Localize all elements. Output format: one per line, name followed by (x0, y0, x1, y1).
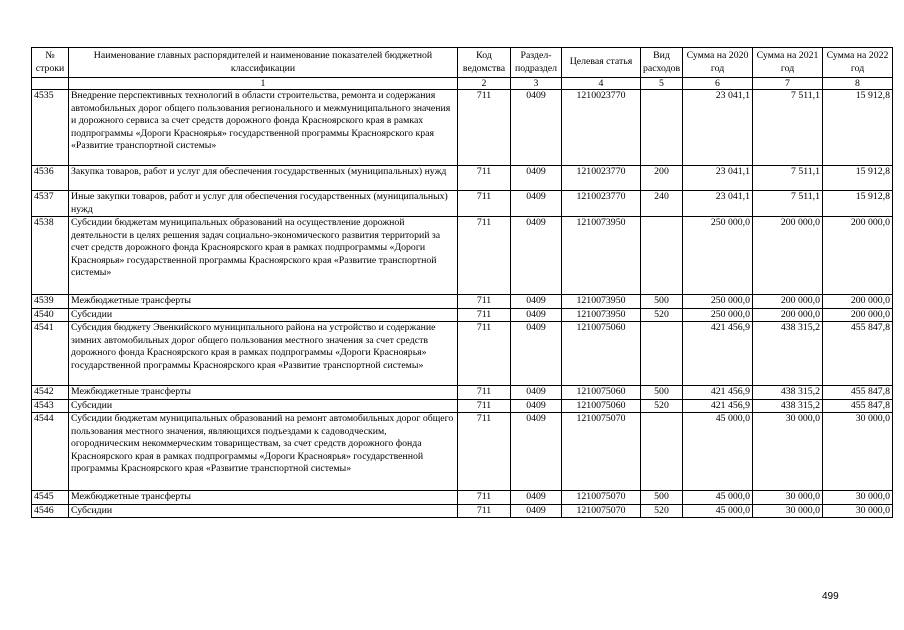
row-target-code: 1210073950 (562, 308, 641, 322)
row-section-code: 0409 (511, 191, 562, 217)
row-dept-code: 711 (458, 191, 511, 217)
row-sum-2021: 438 315,2 (753, 386, 823, 400)
row-sum-2020: 23 041,1 (683, 166, 753, 191)
header-dept: Код ведомства (458, 48, 511, 78)
column-number: 1 (69, 78, 458, 90)
row-sum-2022: 455 847,8 (823, 386, 893, 400)
column-number: 5 (641, 78, 683, 90)
table-row (32, 413, 893, 491)
row-target-code: 1210023770 (562, 191, 641, 217)
row-section-code: 0409 (511, 386, 562, 400)
row-number: 4539 (32, 295, 69, 309)
row-target-code: 1210075070 (562, 504, 641, 518)
table-row (32, 191, 893, 217)
row-target-code: 1210023770 (562, 90, 641, 166)
row-sum-2022: 30 000,0 (823, 413, 893, 491)
row-sum-2022: 15 912,8 (823, 166, 893, 191)
row-name: Иные закупки товаров, работ и услуг для обеспечения государственных (муниципальных) нужд (69, 191, 458, 217)
table-row (32, 90, 893, 166)
row-number: 4538 (32, 217, 69, 295)
row-sum-2020: 421 456,9 (683, 399, 753, 413)
row-dept-code: 711 (458, 491, 511, 505)
table-row (32, 491, 893, 505)
row-number: 4537 (32, 191, 69, 217)
row-sum-2021: 200 000,0 (753, 217, 823, 295)
row-expense-type: 200 (641, 166, 683, 191)
row-expense-type (641, 217, 683, 295)
row-dept-code: 711 (458, 166, 511, 191)
header-exptype: Вид расходов (641, 48, 683, 78)
row-sum-2021: 200 000,0 (753, 295, 823, 309)
row-target-code: 1210075060 (562, 386, 641, 400)
row-number: 4543 (32, 399, 69, 413)
row-dept-code: 711 (458, 413, 511, 491)
row-sum-2021: 438 315,2 (753, 322, 823, 386)
row-expense-type (641, 322, 683, 386)
page-number: 499 (822, 591, 839, 602)
row-name: Межбюджетные трансферты (69, 491, 458, 505)
row-number: 4536 (32, 166, 69, 191)
row-sum-2020: 23 041,1 (683, 191, 753, 217)
row-target-code: 1210075070 (562, 413, 641, 491)
row-dept-code: 711 (458, 386, 511, 400)
table-row (32, 399, 893, 413)
row-section-code: 0409 (511, 413, 562, 491)
row-sum-2021: 7 511,1 (753, 191, 823, 217)
row-expense-type: 500 (641, 295, 683, 309)
column-number (32, 78, 69, 90)
header-target: Целевая статья (562, 48, 641, 78)
row-expense-type: 520 (641, 399, 683, 413)
row-expense-type: 240 (641, 191, 683, 217)
row-number: 4544 (32, 413, 69, 491)
row-sum-2021: 30 000,0 (753, 491, 823, 505)
row-sum-2022: 200 000,0 (823, 308, 893, 322)
row-sum-2020: 250 000,0 (683, 308, 753, 322)
row-sum-2022: 455 847,8 (823, 322, 893, 386)
table-row (32, 166, 893, 191)
row-sum-2020: 250 000,0 (683, 217, 753, 295)
row-expense-type: 500 (641, 491, 683, 505)
row-section-code: 0409 (511, 322, 562, 386)
row-name: Субсидии бюджетам муниципальных образований на ремонт автомобильных дорог общего пользования местного значения, являющихся подъездами к садоводческим, огородническим некоммерческим товариществам, за счет средств дорожного фонда Красноярского края в рамках подпрограммы «Дороги Красноярья» государственной программы Красноярского края «Развитие транспортной системы» (69, 413, 458, 491)
table-row (32, 217, 893, 295)
header-name: Наименование главных распорядителей и наименование показателей бюджетной классификации (69, 48, 458, 78)
row-section-code: 0409 (511, 295, 562, 309)
row-sum-2020: 45 000,0 (683, 504, 753, 518)
row-sum-2020: 45 000,0 (683, 413, 753, 491)
row-target-code: 1210073950 (562, 217, 641, 295)
row-name: Субсидии бюджетам муниципальных образований на осуществление дорожной деятельности в целях решения задач социально-экономического развития территорий за счет средств дорожного фонда Красноярского края в рамках подпрограммы «Дороги Красноярья» государственной программы Красноярского края «Развитие транспортной системы» (69, 217, 458, 295)
row-sum-2021: 7 511,1 (753, 90, 823, 166)
row-sum-2021: 200 000,0 (753, 308, 823, 322)
column-number-row (32, 78, 893, 90)
row-sum-2020: 250 000,0 (683, 295, 753, 309)
row-dept-code: 711 (458, 217, 511, 295)
header-row (32, 48, 893, 78)
row-name: Субсидии (69, 504, 458, 518)
row-number: 4541 (32, 322, 69, 386)
row-target-code: 1210073950 (562, 295, 641, 309)
row-expense-type: 520 (641, 504, 683, 518)
row-number: 4545 (32, 491, 69, 505)
row-name: Внедрение перспективных технологий в области строительства, ремонта и содержания автомобильных дорог общего пользования регионального и межмуниципального значения и дорожного сервиса за счет средств дорожного фонда Красноярского края в рамках подпрограммы «Дороги Красноярья» государственной программы Красноярского края «Развитие транспортной системы» (69, 90, 458, 166)
column-number: 3 (511, 78, 562, 90)
row-section-code: 0409 (511, 491, 562, 505)
row-sum-2020: 421 456,9 (683, 322, 753, 386)
column-number: 6 (683, 78, 753, 90)
row-section-code: 0409 (511, 308, 562, 322)
table-row (32, 295, 893, 309)
row-sum-2020: 45 000,0 (683, 491, 753, 505)
header-section: Раздел- подраздел (511, 48, 562, 78)
row-target-code: 1210023770 (562, 166, 641, 191)
row-sum-2021: 30 000,0 (753, 413, 823, 491)
row-section-code: 0409 (511, 399, 562, 413)
row-sum-2022: 15 912,8 (823, 191, 893, 217)
row-expense-type (641, 90, 683, 166)
column-number: 8 (823, 78, 893, 90)
budget-table (31, 47, 893, 518)
row-dept-code: 711 (458, 322, 511, 386)
column-number: 2 (458, 78, 511, 90)
row-name: Закупка товаров, работ и услуг для обеспечения государственных (муниципальных) нужд (69, 166, 458, 191)
row-sum-2022: 30 000,0 (823, 491, 893, 505)
row-target-code: 1210075060 (562, 399, 641, 413)
row-sum-2020: 23 041,1 (683, 90, 753, 166)
table-row (32, 322, 893, 386)
table-body (32, 90, 893, 518)
row-dept-code: 711 (458, 295, 511, 309)
header-num: № строки (32, 48, 69, 78)
row-sum-2021: 30 000,0 (753, 504, 823, 518)
row-target-code: 1210075060 (562, 322, 641, 386)
row-sum-2020: 421 456,9 (683, 386, 753, 400)
row-sum-2022: 200 000,0 (823, 217, 893, 295)
row-number: 4542 (32, 386, 69, 400)
row-section-code: 0409 (511, 504, 562, 518)
row-expense-type (641, 413, 683, 491)
row-sum-2021: 7 511,1 (753, 166, 823, 191)
row-dept-code: 711 (458, 308, 511, 322)
row-number: 4540 (32, 308, 69, 322)
column-number: 7 (753, 78, 823, 90)
row-section-code: 0409 (511, 90, 562, 166)
row-number: 4535 (32, 90, 69, 166)
row-sum-2022: 455 847,8 (823, 399, 893, 413)
row-section-code: 0409 (511, 166, 562, 191)
row-target-code: 1210075070 (562, 491, 641, 505)
column-number: 4 (562, 78, 641, 90)
row-name: Субсидии (69, 308, 458, 322)
row-sum-2021: 438 315,2 (753, 399, 823, 413)
row-expense-type: 520 (641, 308, 683, 322)
row-sum-2022: 200 000,0 (823, 295, 893, 309)
row-sum-2022: 30 000,0 (823, 504, 893, 518)
row-dept-code: 711 (458, 399, 511, 413)
table-row (32, 504, 893, 518)
header-sum-2022: Сумма на 2022 год (823, 48, 893, 78)
table-row (32, 386, 893, 400)
row-dept-code: 711 (458, 90, 511, 166)
header-sum-2021: Сумма на 2021 год (753, 48, 823, 78)
row-name: Межбюджетные трансферты (69, 386, 458, 400)
row-name: Субсидии (69, 399, 458, 413)
table-row (32, 308, 893, 322)
header-sum-2020: Сумма на 2020 год (683, 48, 753, 78)
row-section-code: 0409 (511, 217, 562, 295)
row-name: Субсидия бюджету Эвенкийского муниципального района на устройство и содержание зимних автомобильных дорог общего пользования местного значения за счет средств дорожного фонда Красноярского края в рамках подпрограммы «Дороги Красноярья» государственной программы Красноярского края «Развитие транспортной системы» (69, 322, 458, 386)
row-expense-type: 500 (641, 386, 683, 400)
row-number: 4546 (32, 504, 69, 518)
row-dept-code: 711 (458, 504, 511, 518)
row-name: Межбюджетные трансферты (69, 295, 458, 309)
row-sum-2022: 15 912,8 (823, 90, 893, 166)
